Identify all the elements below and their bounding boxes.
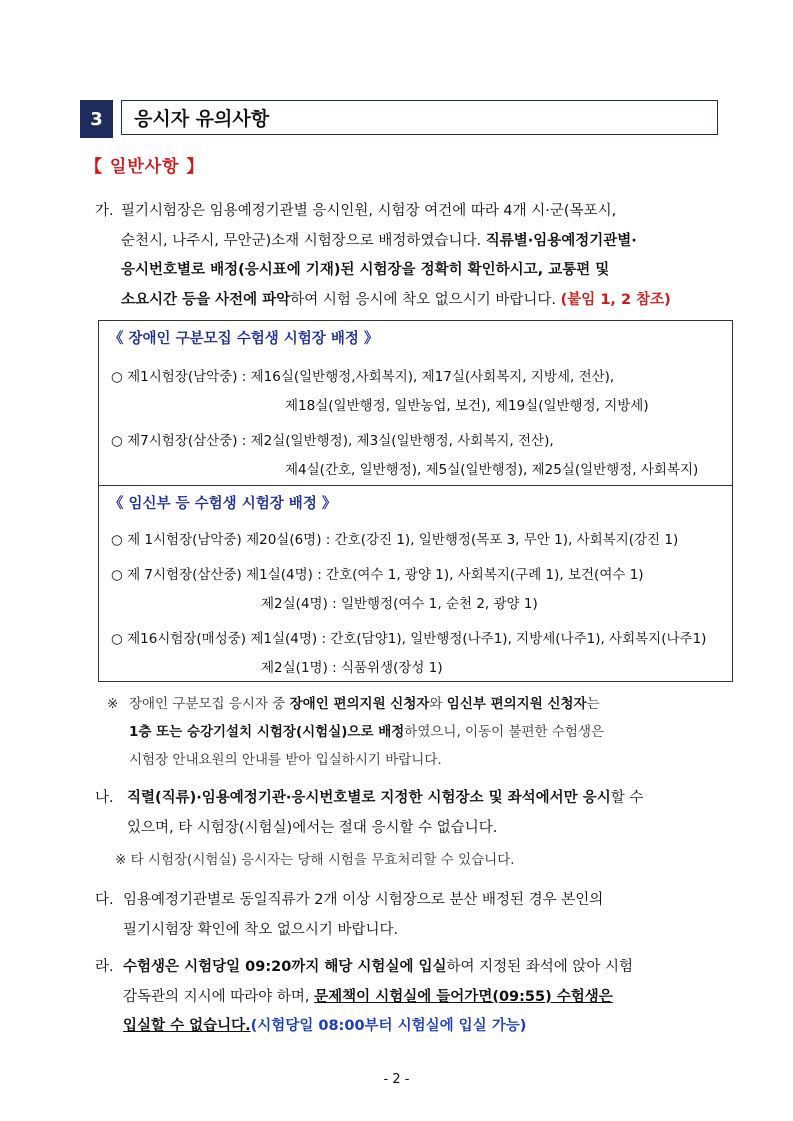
note-text: 장애인 구분모집 응시자 중 (129, 696, 290, 712)
note-invalid: ※ 타 시험장(시험실) 응시자는 당해 시험을 무효처리할 수 있습니다. (115, 852, 515, 868)
para-ga-line1: 필기시험장은 임용예정기관별 응시인원, 시험장 여건에 따라 4개 시·군(목포시, (121, 203, 617, 219)
box-pregnant-heading: 《 임신부 등 수험생 시험장 배정 》 (109, 496, 337, 512)
box-disabled-heading: 《 장애인 구분모집 수험생 시험장 배정 》 (109, 331, 379, 347)
para-na-text: 할 수 (610, 790, 644, 806)
para-ra-text: 하여 지정된 좌석에 앉아 시험 (446, 959, 634, 975)
paragraph-marker: 나. (95, 790, 114, 806)
box-pregnant-line: ○ 제 1시험장(남악중) 제20실(6명) : 간호(강진 1), 일반행정(목포 3, 무안 1), 사회복지(강진 1) (111, 532, 679, 548)
para-ra-line1 (123, 953, 735, 983)
note-line1 (129, 690, 737, 718)
note-bold: 임신부 편의지원 신청자 (446, 696, 587, 712)
para-ga-line4-text: 하여 시험 응시에 착오 없으시기 바랍니다. (290, 291, 561, 308)
box-disabled-assignment (98, 320, 733, 486)
para-ra-underlined: 입실할 수 없습니다. (123, 1018, 251, 1034)
section-title: 응시자 유의사항 (121, 100, 718, 135)
note-facility (107, 690, 737, 774)
box-disabled-line: ○ 제1시험장(남악중) : 제16실(일반행정,사회복지), 제17실(사회복지, 지방세, 전산), (111, 369, 615, 385)
box-pregnant-line: 제2실(1명) : 식품위생(장성 1) (261, 660, 443, 676)
entry-time-note: (시험당일 08:00부터 시험실에 입실 가능) (250, 1018, 527, 1034)
section-header (80, 100, 718, 138)
para-ga-line4-bold: 소요시간 등을 사전에 파악 (121, 291, 291, 308)
box-pregnant-line: ○ 제 7시험장(삼산중) 제1실(4명) : 간호(여수 1, 광양 1), 사회복지(구례 1), 보건(여수 1) (111, 567, 644, 583)
para-ra-text: 감독관의 지시에 따라야 하며, (123, 988, 315, 1005)
subheading-general: 【 일반사항 】 (85, 157, 205, 177)
para-na-line2: 있으며, 타 시험장(시험실)에서는 절대 응시할 수 없습니다. (127, 819, 498, 836)
paragraph-marker: 다. (95, 892, 114, 908)
para-na-line1 (127, 784, 735, 814)
box-pregnant-line: 제2실(4명) : 일반행정(여수 1, 순천 2, 광양 1) (261, 596, 538, 612)
box-disabled-line: ○ 제7시험장(삼산중) : 제2실(일반행정), 제3실(일반행정, 사회복지, 전산), (111, 433, 554, 449)
paragraph-ra (95, 953, 735, 1042)
para-ga-line4 (121, 286, 735, 316)
para-ga-line2 (121, 227, 735, 257)
note-bold: 1층 또는 승강기설치 시험장(시험실)으로 배정 (129, 724, 405, 740)
para-ra-line3 (123, 1012, 735, 1042)
paragraph-marker: 가. (95, 203, 114, 219)
paragraph-ga (95, 197, 735, 315)
para-na-bold: 직렬(직류)·임용예정기관·응시번호별로 지정한 시험장소 및 좌석에서만 응시 (127, 790, 611, 806)
note-text: 는 (586, 696, 600, 712)
para-da-line2: 필기시험장 확인에 착오 없으시기 바랍니다. (123, 921, 399, 938)
note-line3: 시험장 안내요원의 안내를 받아 입실하시기 바랍니다. (129, 752, 442, 768)
para-ga-line2-text: 순천시, 나주시, 무안군)소재 시험장으로 배정하였습니다. (121, 232, 486, 249)
box-pregnant-assignment (98, 485, 733, 682)
para-da-line1: 임용예정기관별로 동일직류가 2개 이상 시험장으로 분산 배정된 경우 본인의 (123, 892, 604, 908)
box-disabled-line: 제4실(간호, 일반행정), 제5실(일반행정), 제25실(일반행정, 사회복지) (285, 462, 699, 478)
note-text: 하였으니, 이동이 불편한 수험생은 (404, 724, 605, 740)
paragraph-marker: 라. (95, 959, 114, 975)
para-ga-line2-bold: 직류별·임용예정기관별· (485, 232, 637, 249)
paragraph-da (95, 886, 735, 945)
note-bold: 장애인 편의지원 신청자 (289, 696, 430, 712)
reference-note: (붙임 1, 2 참조) (560, 291, 671, 308)
paragraph-na (95, 784, 735, 843)
para-ga-line3: 응시번호별로 배정(응시표에 기재)된 시험장을 정확히 확인하시고, 교통편 및 (121, 262, 610, 278)
section-number: 3 (80, 100, 113, 138)
para-ra-underlined: 문제책이 시험실에 들어가면(09:55) 수험생은 (314, 988, 613, 1005)
para-ra-line2 (123, 983, 735, 1013)
para-ra-bold: 수험생은 시험당일 09:20까지 해당 시험실에 입실 (123, 959, 447, 975)
note-text: 와 (429, 696, 447, 712)
page-number: - 2 - (383, 1072, 410, 1087)
box-disabled-line: 제18실(일반행정, 일반농업, 보건), 제19실(일반행정, 지방세) (285, 398, 649, 414)
box-pregnant-line: ○ 제16시험장(매성중) 제1실(4명) : 간호(담양1), 일반행정(나주1), 지방세(나주1), 사회복지(나주1) (111, 631, 707, 647)
note-mark: ※ (107, 696, 119, 712)
note-line2 (129, 718, 737, 746)
